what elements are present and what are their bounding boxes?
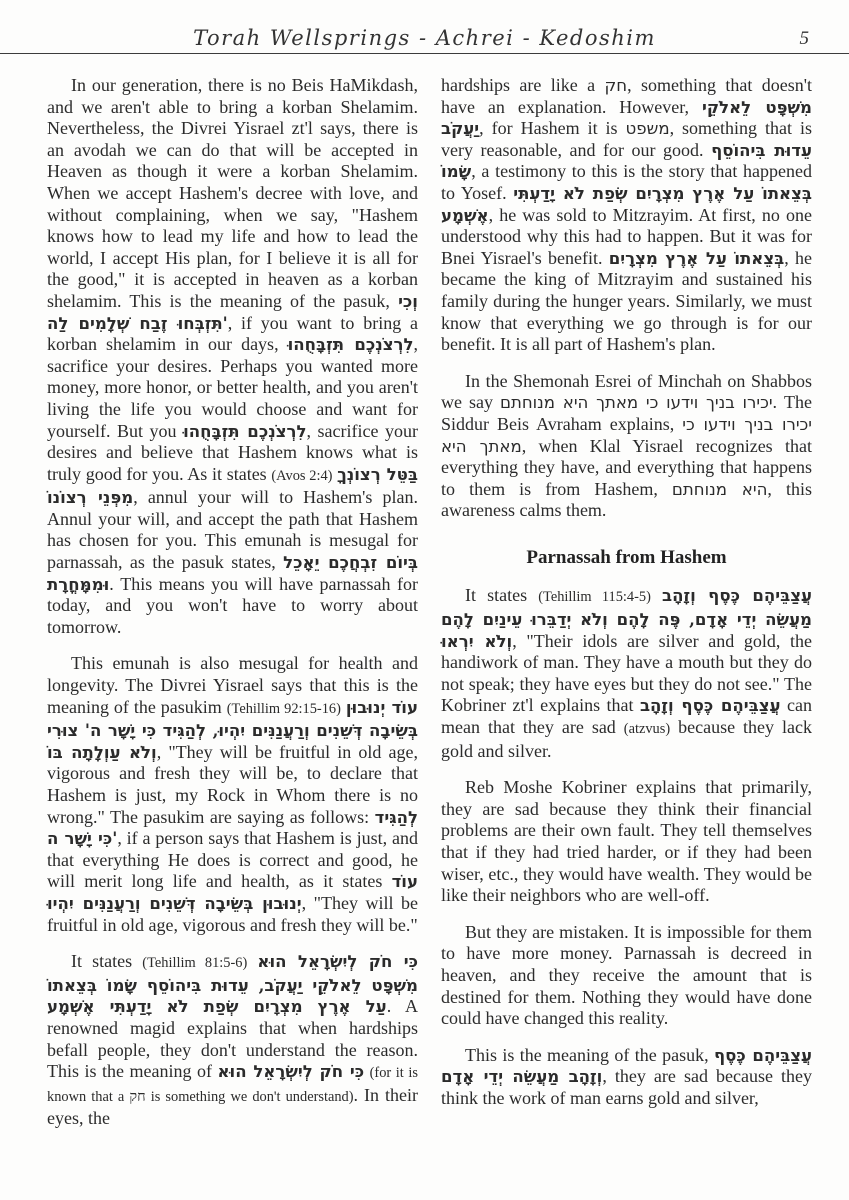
text-run-ref: (atzvus) — [623, 721, 671, 738]
text-run-en: , if a person says that Hashem is just, and that everything He does is correct and good, he will merit long life and health, as it states — [47, 828, 418, 892]
paragraph — [441, 1045, 812, 1110]
text-run-en: . In their eyes, the — [47, 1084, 419, 1129]
text-run-ref: (Tehillim 81:5-6) — [142, 955, 248, 972]
paragraph — [441, 922, 812, 1030]
page-header — [0, 0, 849, 54]
text-run-he: כִּי חֹק לְיִשְׂרָאֵל הוּא — [217, 1061, 365, 1082]
text-run-en: , "They will be fruitful in old age, vigorous and fresh they will be, to declare that Hashem is just, my Rock in Whom there is no wrong." The pasukim are saying as follows: — [47, 741, 418, 827]
text-run-en: , something that is very reasonable, and for our good. — [441, 118, 812, 160]
text-run-he: עֵדוּת בִּיהוֹסֵף שָׂמוֹ — [441, 139, 812, 182]
text-run-heplain: משפט — [625, 119, 670, 139]
text-run-he: בְּיוֹם זִבְחֲכֶם יֵאָכֵל וּמִמָּחֳרָת — [47, 552, 418, 594]
text-run-ref: (Tehillim 92:15-16) — [226, 700, 341, 717]
text-run-ref: (Avos 2:4) — [271, 467, 333, 484]
paragraph — [47, 951, 418, 1130]
text-run-en — [651, 585, 662, 605]
text-run-en: Reb Moshe Kobriner explains that primarily, they are sad because they think their financial problems are their own fault. They tell themselves that if they had tried harder, or if they had been wiser, etc., they would have wealth. They would be like their neighbors who are well-off. — [441, 777, 812, 906]
text-run-en: , this awareness calms them. — [441, 478, 812, 521]
text-run-en: This emunah is also mesugal for health and longevity. The Divrei Yisrael says that this is the meaning of the pasukim — [47, 653, 418, 717]
text-run-heplain: חק — [604, 76, 628, 95]
page-body — [0, 54, 849, 1145]
text-run-en: , sacrifice your desires. Perhaps you wanted more money, more honor, or better health, and you aren't living the life you would choose and want for yourself. But you — [47, 334, 418, 441]
right-column — [441, 75, 812, 1145]
text-run-ref: (for it is known that a חק is something we don't understand) — [47, 1065, 419, 1105]
text-run-en: , if you want to bring a korban shelamim in our days, — [47, 312, 418, 355]
text-run-en — [247, 951, 257, 971]
text-run-he: וְכִי תִּזְבְּחוּ זֶבַח שְׁלָמִים לַה' — [47, 290, 418, 333]
text-run-heplain: היא מנוחתם — [671, 479, 768, 499]
text-run-en: , "They will be fruitful in old age, vigorous and fresh they will be." — [47, 892, 419, 935]
text-run-en: , they are sad because they think the work of man earns gold and silver, — [441, 1066, 812, 1108]
text-run-he: עוֹד יְנוּבוּן בְּשֵׂיבָה דְּשֵׁנִים וְרַעֲנַנִּים יִהְיוּ, לְהַגִּיד כִּי יָשָׁר ה' צוּרִי וְלֹא עַוְלָתָה בּוֹ — [47, 696, 418, 762]
text-run-he: עֲצַבֵּיהֶם כֶּסֶף וְזָהָב מַעֲשֵׂה יְדֵי אָדָם — [441, 1044, 812, 1087]
text-run-en: because they lack gold and silver. — [441, 717, 812, 761]
text-run-he: עֲצַבֵּיהֶם כֶּסֶף וְזָהָב מַעֲשֵׂה יְדֵי אָדָם, פֶּה לָהֶם וְלֹא יְדַבֵּרוּ עֵינַיִם לָהֶם וְלֹא יִרְאוּ — [441, 585, 813, 651]
text-run-en: It states — [465, 585, 539, 606]
paragraph — [441, 371, 812, 522]
text-run-he: בְּצֵאתוֹ עַל אֶרֶץ מִצְרָיִם — [608, 247, 785, 268]
text-run-he: לְהַגִּיד כִּי יָשָׁר ה' — [47, 806, 418, 849]
text-run-en: can mean that they are sad — [441, 695, 812, 738]
section-heading: Parnassah from Hashem — [526, 546, 727, 568]
text-run-he: לִרְצֹנְכֶם תִּזְבָּחֻהוּ — [183, 420, 307, 441]
page-header-title: Torah Wellsprings - Achrei - Kedoshim — [193, 26, 656, 50]
text-run-ref: (Tehillim 115:4-5) — [538, 589, 651, 606]
text-run-en: But they are mistaken. It is impossible for them to have more money. Parnassah is decreed in heaven, and they receive the amount that is destined for them. Nothing they would have done could have changed this reality. — [441, 921, 812, 1029]
text-run-en: , sacrifice your desires and believe that Hashem knows what is truly good for you. As it states — [47, 420, 418, 484]
text-run-en: In our generation, there is no Beis HaMikdash, and we aren't able to bring a korban Shelamim. Nevertheless, the Divrei Yisrael zt'l says, there is an avodah we can do that will be accepted in Heaven as though it were a korban Shelamim. When we accept Hashem's decree with love, and without complaining, when we say, "Hashem knows how to lead my life and how to lead the world, I accept His plan, for I believe it is all for the good," it is accepted in heaven as a korban shelamim. This is the meaning of the pasuk, — [47, 75, 418, 311]
paragraph — [441, 777, 812, 907]
page-number: 5 — [799, 28, 809, 49]
text-run-en: , he was sold to Mitzrayim. At first, no one understood why this had to happen. But it was for Bnei Yisrael's benefit. — [441, 204, 812, 268]
text-run-en: hardships are like a — [441, 75, 605, 95]
text-run-heplain: יכירו בניך וידעו כי מאתך היא — [441, 414, 812, 456]
text-run-en: , he became the king of Mitzrayim and sustained his family during the hunger years. Similarly, we must know that everything we go through is for our benefit. It is all part of Hashem's plan. — [441, 247, 812, 355]
paragraph — [47, 653, 418, 936]
text-run-heplain: יכירו בניך וידעו כי מאתך היא מנוחתם — [499, 393, 773, 413]
text-run-en: , a testimony to this is the story that happened to Yosef. — [441, 161, 812, 203]
text-run-he: עֲצַבֵּיהֶם כֶּסֶף וְזָהָב — [639, 695, 781, 716]
text-run-he: בַּטֵּל רְצוֹנְךָ מִפְּנֵי רְצוֹנוֹ — [47, 463, 418, 508]
text-run-en: , "Their idols are silver and gold, the handiwork of man. They have a mouth but they do not speak; they have eyes but they do not see." The Kobriner zt'l explains that — [441, 630, 812, 716]
text-run-en: . The Siddur Beis Avraham explains, — [441, 392, 813, 434]
text-run-en: . This means you will have parnassah for today, and you won't have to worry about tomorrow. — [47, 573, 418, 637]
text-run-en: This is the meaning of the pasuk, — [465, 1044, 714, 1065]
text-run-en: It states — [71, 951, 143, 972]
text-run-he: בְּצֵאתוֹ עַל אֶרֶץ מִצְרָיִם שְׂפַת לֹא יָדַעְתִּי אֶשְׁמָע — [441, 182, 812, 225]
text-run-en: , something that doesn't have an explanation. However, — [441, 75, 812, 117]
text-run-he: כִּי חֹק לְיִשְׂרָאֵל הוּא מִשְׁפָּט לֵאלֹקֵי יַעֲקֹב, עֵדוּת בִּיהוֹסֵף שָׂמוֹ בְּצֵאתוֹ עַל אֶרֶץ מִצְרָיִם שְׂפַת לֹא יָדַעְתִּי אֶשְׁמָע — [47, 951, 418, 1017]
text-run-en: , for Hashem it is — [479, 118, 626, 139]
left-column — [47, 75, 418, 1145]
text-run-en: , annul your will to Hashem's plan. Annul your will, and accept the path that Hashem has chosen for you. This emunah is mesugal for parnassah, as the pasuk states, — [47, 487, 418, 573]
paragraph — [47, 75, 418, 638]
text-run-he: לִרְצֹנְכֶם תִּזְבָּחֻהוּ — [287, 334, 414, 355]
text-run-en: . A renowned magid explains that when hardships befall people, they don't understand the reason. This is the meaning of — [47, 996, 418, 1082]
text-run-en: , when Klal Yisrael recognizes that everything they have, and everything that happens to them is from Hashem, — [441, 435, 812, 499]
text-run-he: מִשְׁפָּט לֵאלֹקֵי יַעֲקֹב — [441, 96, 812, 139]
text-run-en: In the Shemonah Esrei of Minchah on Shabbos we say — [441, 370, 812, 413]
text-run-he: עוֹד יְנוּבוּן בְּשֵׂיבָה דְּשֵׁנִים וְרַעֲנַנִּים יִהְיוּ — [47, 871, 418, 913]
paragraph — [441, 585, 812, 762]
paragraph — [441, 75, 812, 356]
